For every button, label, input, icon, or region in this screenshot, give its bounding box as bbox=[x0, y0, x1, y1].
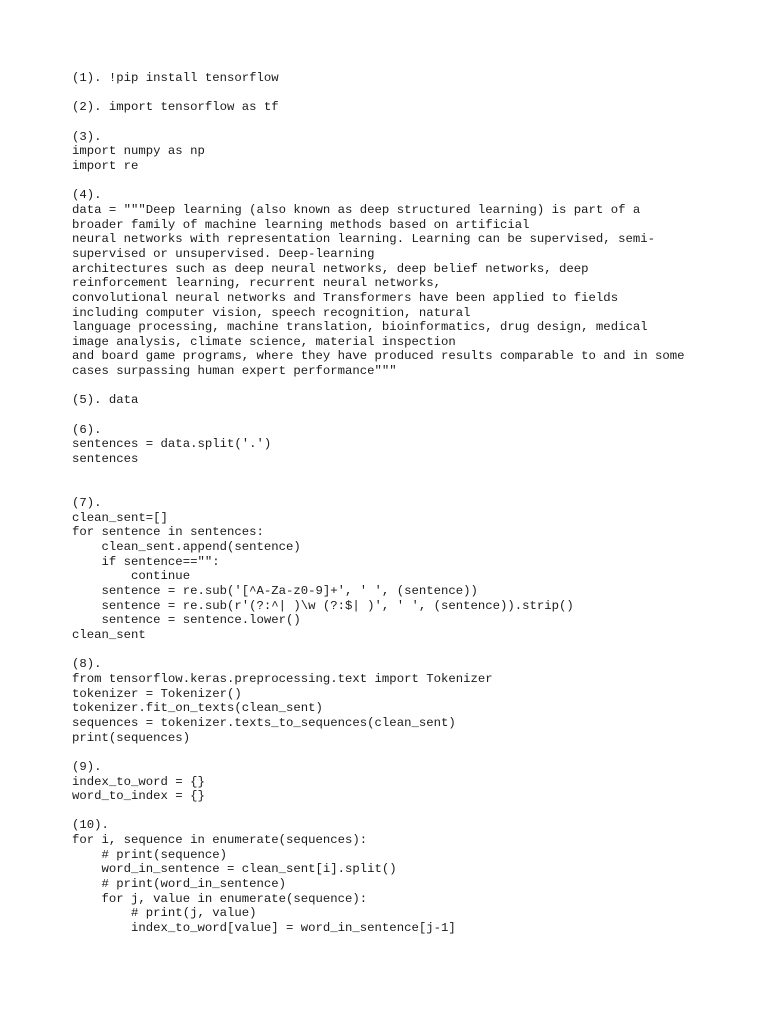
code-listing: (1). !pip install tensorflow (2). import tensorflow as tf (3). import numpy as np import re (4). data = """Deep learning (also known as deep structured learning) is part of a broader family of machine learning methods based on artificial neural networks with representation learning. Learning can be supervised, semi- supervised or unsupervised. Deep-learning architectures such as deep neural networks, deep belief networks, deep reinforcement learning, recurrent neural networks, convolutional neural networks and Transformers have been applied to fields including computer vision, speech recognition, natural language processing, machine translation, bioinformatics, drug design, medical image analysis, climate science, material inspection and board game programs, where they have produced results comparable to and in some cases surpassing human expert performance""" (5). data (6). sentences = data.split('.') sentences (7). clean_sent=[] for sentence in sentences: clean_sent.append(sentence) if sentence=="": continue sentence = re.sub('[^A-Za-z0-9]+', ' ', (sentence)) sentence = re.sub(r'(?:^| )\w (?:$| )', ' ', (sentence)).strip() sentence = sentence.lower() clean_sent (8). from tensorflow.keras.preprocessing.text import Tokenizer tokenizer = Tokenizer() tokenizer.fit_on_texts(clean_sent) sequences = tokenizer.texts_to_sequences(clean_sent) print(sequences) (9). index_to_word = {} word_to_index = {} (10). for i, sequence in enumerate(sequences): # print(sequence) word_in_sentence = clean_sent[i].split() # print(word_in_sentence) for j, value in enumerate(sequence): # print(j, value) index_to_word[value] = word_in_sentence[j-1] bbox=[72, 71, 685, 936]
